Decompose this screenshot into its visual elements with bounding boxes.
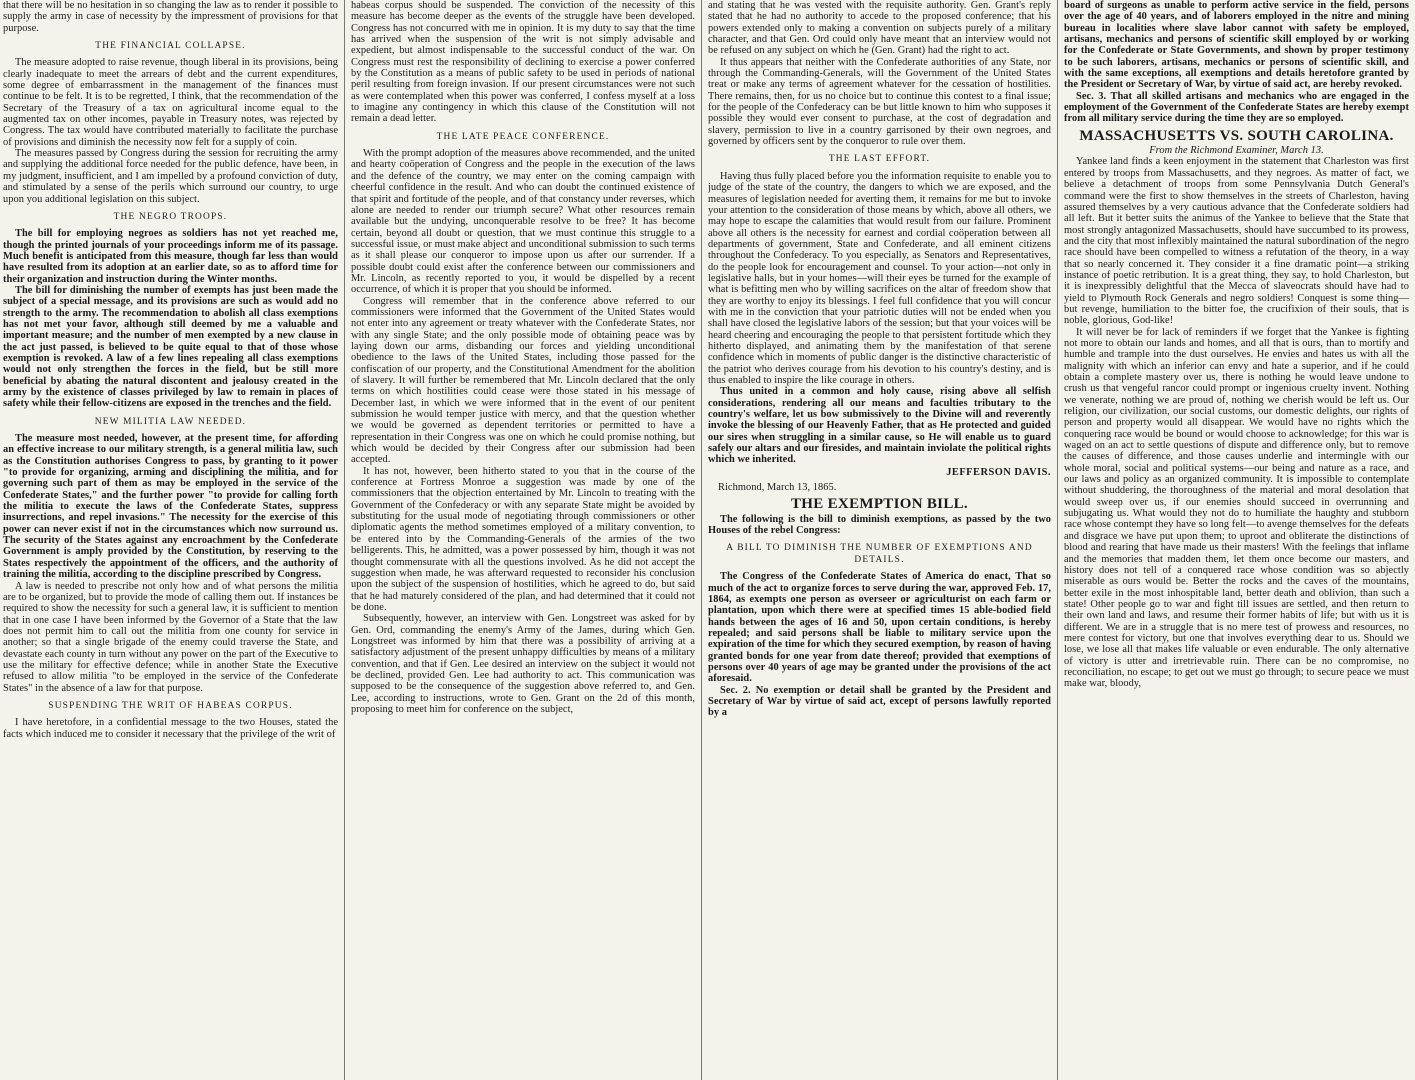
source-line: From the Richmond Examiner, March 13. [1149,145,1324,157]
column-rule [1057,0,1058,1080]
column-rule [344,0,345,1080]
paragraph: Thus united in a common and holy cause, rising above all selfish considerations, rendering all our means and faculties tributary to the country's welfare, let us bow submissively to the Divine will and reverently invoke the blessing of our Heavenly Father, that as He protected and guided our sires when struggling in a similar cause, so He will enable us to guard safely our altars and our firesides, and maintain inviolate the political rights which we inherited. [708,386,1051,466]
section-heading: THE FINANCIAL COLLAPSE. [95,41,246,52]
dateline: Richmond, March 13, 1865. [718,482,837,494]
paragraph: The Congress of the Confederate States of America do enact, That so much of the act to organize forces to serve during the war, approved Feb. 17, 1864, as exempts one person as overseer or agriculturist on each farm or plantation, upon which there were at specified times 15 able-bodied field hands between the ages of 16 and 50, upon certain conditions, is hereby repealed; and said persons shall be liable to military service upon the expiration of the time for which they secured exemption, by reason of having granted bonds for one year from date thereof; provided that exemptions of persons over 40 years of age may be granted under the provisions of the act aforesaid. [708,571,1051,685]
column-rule [701,0,702,1080]
section-heading: THE LAST EFFORT. [828,154,931,165]
section-heading: THE NEGRO TROOPS. [113,211,228,222]
section-heading: SUSPENDING THE WRIT OF HABEAS CORPUS. [48,700,293,711]
article-headline: THE EXEMPTION BILL. [791,496,968,513]
paragraph: It thus appears that neither with the Confederate authorities of any State, nor through the Commanding-Generals, will the Government of the United States treat or make any terms of agreement whatever for the cessation of hostilities. There remains, then, for us no choice but to continue this contest to a final issue; for the people of the Confederacy can be but little known to him who supposes it possible they would ever consent to purchase, at the cost of degradation and slavery, permission to live in a country garrisoned by their own negroes, and governed by officers sent by the conqueror to rule over them. [708,56,1051,148]
paragraph: Congress will remember that in the conference above referred to our commissioners were informed that the Government of the United States would not enter into any agreement or treaty whatever with the Confederate States, nor with any single State; and the only possible mode of obtaining peace was by laying down our arms, disbanding our forces and yielding unconditional obedience to the laws of the United States, including those passed for the confiscation of our property, and the Constitutional Amendment for the abolition of slavery. It will further be remembered that Mr. Lincoln declared that the only terms on which hostilities could cease were those stated in his message of December last, in which we were informed that in the event of our penitent submission he would temper justice with mercy, and that the question whether we would be governed as dependent territories or permitted to have a representation in their Congress was one on which he could promise nothing, but which would be decided by their Congress after our submission had been accepted. [351,295,695,466]
paragraph: It has not, however, been hitherto stated to you that in the course of the conference at Fortress Monroe a suggestion was made by one of the commissioners that the objection entertained by Mr. Lincoln to treating with the Government of the Confederacy or with any separate State might be avoided by substituting for the usual mode of negotiating through commissioners or other diplomatic agents the method sometimes employed of a military convention, to be entered into by the Commanding-Generals of the armies of the two belligerents. This, he admitted, was a power possessed by him, though it was not thought commensurate with all the questions involved. As he did not accept the suggestion when made, he was afterward requested to reconsider his conclusion upon the subject of the suspension of hostilities, which he agreed to do, but said that he had maturely considered of the plan, and had determined that it could not be done. [351,465,695,613]
column-1 [3,0,338,1080]
paragraph: A law is needed to prescribe not only how and of what persons the militia are to be organized, but to provide the mode of calling them out. If instances be required to show the necessity for such a general law, it is sufficient to mention that in one case I have been informed by the Governor of a State that the law does not permit him to call out the militia from one county for service in another; so that a single brigade of the enemy could traverse the State, and devastate each county in turn without any power on the part of the Executive to use the military for effective defence; while in another State the Executive refused to allow militia "to be employed in the service of the Confederate States" in the absence of a law for that purpose. [3,580,338,694]
paragraph: With the prompt adoption of the measures above recommended, and the united and hearty coöperation of Congress and the people in the execution of the laws and the defence of the country, we may enter on the coming campaign with cheerful confidence in the result. And who can doubt the continued existence of that spirit and fortitude of the people, and of that constancy under reverses, which alone are needed to render our triumph secure? What other resources remain available but the undying, unconquerable resolve to be free? It has become certain, beyond all doubt or question, that we must continue this struggle to a successful issue, or must make abject and unconditional submission to such terms as it shall please our conqueror to impose upon us after our surrender. If a possible doubt could exist after the conference between our commissioners and Mr. Lincoln, as recently reported to you, it would be dispelled by a recent occurrence, of which it is proper that you should be informed. [351,148,695,296]
paragraph: The bill for diminishing the number of exempts has just been made the subject of a special message, and its provisions are such as would add no strength to the army. The recommendation to abolish all class exemptions has not met your favor, although still deemed by me a valuable and important measure; and the number of men exempted by a new clause in the act just passed, is believed to be quite equal to that of those whose exemption is revoked. A law of a few lines repealing all class exemptions would not only strengthen the forces in the field, but be still more beneficial by abating the natural discontent and jealousy created in the army by the existence of classes privileged by law to remain in places of safety while their fellow-citizens are exposed in the trenches and the field. [3,284,338,410]
paragraph: Sec. 2. No exemption or detail shall be granted by the President and Secretary of War by virtue of said act, except of persons lawfully reported by a [708,684,1051,719]
paragraph: The measure adopted to raise revenue, though liberal in its provisions, being clearly inadequate to meet the arrears of debt and the current expenditures, some degree of embarrassment in the management of the finances must continue to be felt. It is to be regretted, I think, that the recommendation of the Secretary of the Treasury of a tax on agricultural income equal to the augmented tax on other incomes, payable in Treasury notes, was rejected by Congress. The tax would have contributed materially to facilitate the purchase of provisions and diminish the necessity now felt for a supply of coin. [3,57,338,148]
paragraph: The bill for employing negroes as soldiers has not yet reached me, though the printed journals of your proceedings inform me of its passage. Much benefit is anticipated from this measure, though far less than would have resulted from its adoption at an earlier date, so as to afford time for their organization and instruction during the Winter months. [3,228,338,285]
paragraph: board of surgeons as unable to perform active service in the field, persons over the age of 40 years, and of laborers employed in the nitre and mining bureau in localities where slave labor cannot with safety be employed, artisans, mechanics and persons of scientific skill employed by or working for the Confederate or State Governments, and shown by proper testimony to be such laborers, artisans, mechanics or persons of scientific skill, and with the same exceptions, all exemptions and details heretofore granted by the President or Secretary of War, by virtue of said act, are hereby revoked. [1064,0,1409,91]
signature: JEFFERSON DAVIS. [946,466,1051,478]
article-headline: MASSACHUSETTS VS. SOUTH CAROLINA. [1079,127,1394,144]
paragraph: The following is the bill to diminish exemptions, as passed by the two Houses of the rebel Congress: [708,513,1051,537]
paragraph: and stating that he was vested with the requisite authority. Gen. Grant's reply stated that he had no authority to accede to the proposed conference; that his powers extended only to making a convention on subjects purely of a military character, and that Gen. Ord could only have meant that an interview would not be refused on any subject on which he (Gen. Grant) had the right to act. [708,0,1051,57]
section-heading: NEW MILITIA LAW NEEDED. [94,416,247,427]
column-4 [1064,0,1409,1080]
column-2 [351,0,695,1080]
paragraph: habeas corpus should be suspended. The conviction of the necessity of this measure has become deeper as the events of the struggle have been developed. Congress has not concurred with me in opinion. It is my duty to say that the time has arrived when the suspension of the writ is not simply advisable and expedient, but almost indispensable to the successful conduct of the war. On Congress must rest the responsibility of declining to exercise a power conferred by the Constitution as a means of public safety to be used in periods of national peril resulting from foreign invasion. If our present circumstances were not such as were contemplated when this power was conferred, I confess myself at a loss to imagine any contingency in which this clause of the Constitution will not remain a dead letter. [351,0,695,125]
section-heading: THE LATE PEACE CONFERENCE. [436,131,610,142]
paragraph: The measures passed by Congress during the session for recruiting the army and supplying the additional force needed for the public defence, have been, in my judgment, insufficient, and I am impelled by a profound conviction of duty, and stimulated by a sense of the perils which surround our country, to urge upon you additional legislation on this subject. [3,148,338,205]
paragraph: that there will be no hesitation in so changing the law as to render it possible to supply the army in case of necessity by the impressment of provisions for that purpose. [3,0,338,34]
paragraph: Sec. 3. That all skilled artisans and mechanics who are engaged in the employment of the Government of the Confederate States are hereby exempt from all military service during the time they are so employed. [1064,90,1409,125]
paragraph: Yankee land finds a keen enjoyment in the statement that Charleston was first entered by troops from Massachusetts, and they negroes. As matter of fact, we believe a detachment of troops from some Pennsylvania Dutch General's command were the first to show themselves in the streets of Charleston, having assured themselves by a very cautious advance that the Confederate soldiers had all left. But it better suits the animus of the Yankee to believe that the State that most strongly antagonized Massachusetts, should have succumbed to its prowess, and the city that most inflexibly maintained the natural subordination of the negro race should have been compelled to witness a refutation of the theory, in a way that so nearly concerned it. They consider it a fine dramatic point—a striking instance of poetic retribution. It is a great thing, they say, to hold Charleston, but it is inexpressibly delightful that the Mecca of slaveocrats should have had to yield to Plymouth Rock Generals and negro soldiers! Conquest is some thing—but revenge, humiliation to the bitter foe, the crucifixion of their souls, that is noble, glorious, God-like! [1064,156,1409,327]
paragraph: Having thus fully placed before you the information requisite to enable you to judge of the state of the country, the dangers to which we are exposed, and the measures of legislation needed for averting them, it remains for me but to invoke your attention to the consideration of those means by which, above all others, we may hope to escape the calamities that would result from our failure. Prominent above all others is the necessity for earnest and cordial coöperation between all departments of government, State and Confederate, and all eminent citizens throughout the Confederacy. To you especially, as Senators and Representatives, do the people look for encouragement and counsel. To your action—not only in legislative halls, but in your homes—will their eyes be turned for the example of what is befitting men who by willing sacrifices on the altar of freedom show that they are worthy to enjoy its blessings. I feel full confidence that you will concur with me in the conviction that your patriotic duties will not be ended when you shall have closed the legislative labors of the session; but that your voices will be heard cheering and encouraging the people to that persistent fortitude which they hitherto displayed, and animating them by the manifestation of that serene confidence which in moments of public danger is the distinctive characteristic of the patriot who derives courage from his devotion to his country's destiny, and is thus enabled to inspire the like courage in others. [708,170,1051,386]
paragraph: Subsequently, however, an interview with Gen. Longstreet was asked for by Gen. Ord, commanding the enemy's Army of the James, during which Gen. Longstreet was informed by him that there was a possibility of arriving at a satisfactory adjustment of the present unhappy difficulties by means of a military convention, and that if Gen. Lee desired an interview on the subject it would not be declined, provided Gen. Lee had authority to act. This communication was supposed to be the consequence of the suggestion above referred to, and Gen. Lee, according to instructions, wrote to Gen. Grant on the 2d of this month, proposing to meet him for conference on the subject, [351,613,695,715]
section-heading: A BILL TO DIMINISH THE NUMBER OF EXEMPTIONS AND DETAILS. [726,543,1033,565]
column-3 [708,0,1051,1080]
paragraph: I have heretofore, in a confidential message to the two Houses, stated the facts which induced me to consider it necessary that the privilege of the writ of [3,717,338,740]
paragraph: It will never be for lack of reminders if we forget that the Yankee is fighting not more to obtain our lands and homes, and all that is ours, than to mortify and humble and trample into the dust ourselves. He envies and hates us with all the malignity with which an inferior can envy and hate a superior, and if he could obtain a complete mastery over us, there is nothing he would leave undone to crush us that vengeful rancor could prompt or ingenious cruelty invent. Nothing we venerate, nothing we are proud of, nothing we cherish would be left us. Our religion, our civilization, our social customs, our domestic delights, our rights of person and property would all disappear. We would have no rights which the conquering race would be bound or would choose to acknowledge; for this war is waged on an act to settle questions of dispute and difference only, but to remove the causes of difference, and those causes underlie and intermingle with our whole moral, social and political systems—our being and nature as a race, and our laws and policy as an organized community. It is impossible to contemplate without shuddering, the thoroughness of the material and moral desolation that would sweep over us, if our enemies should succeed in overrunning and subjugating us. What would they not do to humiliate the haughty and stubborn race whose contempt they have so long felt—to avenge themselves for the defeats and disgrace we have put upon them; to uproot and obliterate the distinctions of blood and rearing that have made us their masters! With the feelings that inflame and the memories that madden them, let them once become our masters, and history does not tell of a conquered race whose condition was so abjectly miserable as ours would be. Better the rocks and the caves of the mountains, better exile in the most inhospitable land, better death and oblivion, than such a state! Other people go to war and fight till issues are settled, and then return to their own land and laws, and resume their former habits of life; but with us it is different. We are in a struggle that is no mere test of prowess and resources, no mere contest for victory, but one that involves everything dear to us. Should we lose, we lose all that makes life valuable or even endurable. The only alternative of victory is utter and irretrievable ruin. There can be no compromise, no reconciliation, no escape; to get out we must go through; to secure peace we must make war, bloody, [1064,326,1409,690]
paragraph: The measure most needed, however, at the present time, for affording an effective increase to our military strength, is a general militia law, such as the Constitution authorises Congress to pass, by granting to it power "to provide for organizing, arming and disciplining the militia, and for governing such part of them as may be employed in the service of the Confederate States," and the further power "to provide for calling forth the militia to execute the laws of the Confederate States, suppress insurrections, and repel invasions." The necessity for the exercise of this power can never exist if not in the circumstances which now surround us. The security of the States against any encroachment by the Confederate Government is amply provided by the Constitution, by reserving to the States respectively the appointment of the officers, and the authority of training the militia, according to the discipline prescribed by Congress. [3,433,338,581]
